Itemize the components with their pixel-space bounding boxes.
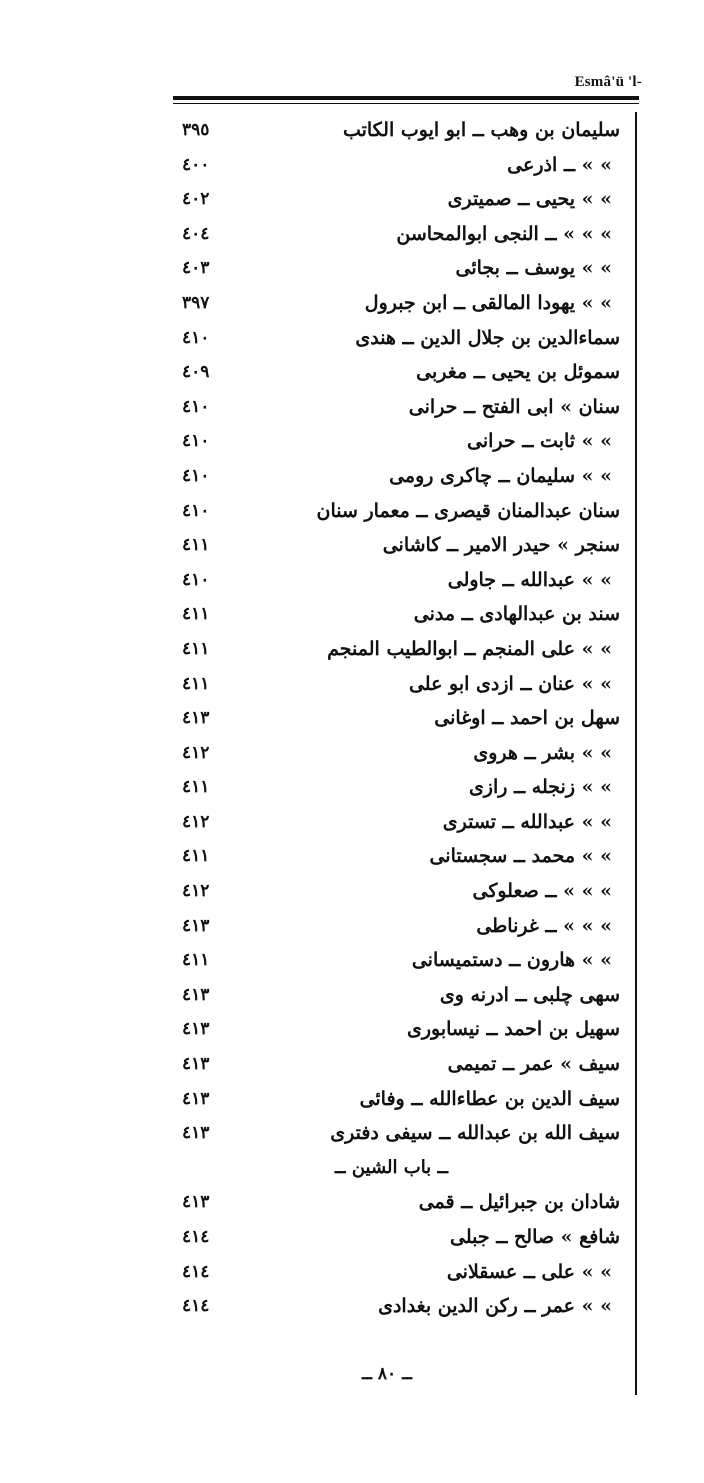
- index-entry: [0, 1221, 704, 1256]
- entry-name: شادان بن جبرائيل ــ قمى: [418, 1191, 620, 1214]
- index-entry: [0, 633, 704, 668]
- entry-page-number: ٤١٢: [182, 742, 210, 763]
- entry-page-number: ٤١٠: [182, 431, 210, 452]
- entry-name: شافع » صالح ــ جبلى: [450, 1226, 620, 1248]
- entry-page-number: ٤١١: [182, 535, 210, 556]
- index-entry: [0, 598, 704, 633]
- index-entry: [0, 183, 704, 218]
- entry-page-number: ٤١٣: [182, 708, 210, 729]
- entry-page-number: ٤١١: [182, 950, 210, 971]
- entry-page-number: ٤١٣: [182, 1192, 210, 1213]
- index-entry: [0, 1013, 704, 1048]
- entry-name: سهل بن احمد ــ اوغانى: [434, 707, 620, 730]
- entry-page-number: ٤١٤: [182, 1296, 210, 1317]
- index-entry: [0, 322, 704, 357]
- header-rule-thin: [173, 103, 639, 104]
- entry-page-number: ٤١٢: [182, 811, 210, 832]
- entry-page-number: ٤١١: [182, 777, 210, 798]
- entry-name: سموئل بن يحيى ــ مغربى: [416, 361, 620, 384]
- index-entry: [0, 1290, 704, 1325]
- entry-name: سماءالدين بن جلال الدين ــ هندى: [355, 326, 620, 349]
- index-entry: [0, 252, 704, 287]
- entry-page-number: ٤١٠: [182, 465, 210, 486]
- entry-page-number: ٤٠٠: [182, 154, 210, 175]
- entry-name: » » يهودا المالقى ــ ابن جبرول: [364, 291, 612, 314]
- running-head: Esmâ'ü 'l-: [574, 74, 642, 90]
- index-entry: [0, 356, 704, 391]
- page-folio: ــ ٨٠ ــ: [362, 1364, 413, 1384]
- entry-name: سيف » عمر ــ تميمى: [447, 1053, 620, 1076]
- entry-page-number: ٤١٣: [182, 1019, 210, 1040]
- entry-name: » » هارون ــ دستميسانى: [411, 949, 612, 972]
- index-entry: [0, 149, 704, 184]
- entry-page-number: ٤٠٣: [182, 258, 210, 279]
- entry-page-number: ٣٩٥: [182, 120, 210, 140]
- index-entry: [0, 806, 704, 841]
- entry-name: » » يوسف ــ بجائى: [455, 257, 612, 280]
- index-entry: [0, 1048, 704, 1083]
- entry-name: سليمان بن وهب ــ ابو ايوب الكاتب: [342, 119, 620, 141]
- index-entry: [0, 1117, 704, 1152]
- entry-name: » » » ــ النجى ابوالمحاسن: [396, 222, 612, 245]
- section-heading: ــ باب الشين ــ: [335, 1156, 449, 1178]
- entry-name: » » على ــ عسقلانى: [446, 1260, 612, 1283]
- entry-name: » » زنجله ــ رازى: [468, 776, 612, 799]
- entry-name: » » ــ اذرعى: [507, 153, 612, 176]
- entry-page-number: ٤١٠: [182, 327, 210, 348]
- index-entry: [0, 425, 704, 460]
- entry-name: » » ثابت ــ حرانى: [467, 430, 612, 453]
- entry-name: سند بن عبدالهادى ــ مدنى: [413, 603, 620, 626]
- entry-name: » » بشر ــ هروى: [473, 741, 612, 764]
- entry-page-number: ٤١٣: [182, 1054, 210, 1075]
- entry-name: » » عنان ــ ازدى ابو على: [408, 672, 612, 695]
- entry-name: » » عبدالله ــ تسترى: [442, 810, 612, 833]
- index-entries: [0, 114, 704, 1325]
- index-entry: [0, 495, 704, 530]
- index-entry: [0, 1186, 704, 1221]
- entry-page-number: ٤١١: [182, 638, 210, 659]
- entry-name: سهيل بن احمد ــ نيسابورى: [406, 1018, 620, 1041]
- entry-name: » » عبدالله ــ جاولى: [447, 568, 612, 591]
- entry-page-number: ٤١٣: [182, 984, 210, 1005]
- index-entry: [0, 910, 704, 945]
- index-entry: [0, 771, 704, 806]
- index-entry: [0, 287, 704, 322]
- entry-name: » » على المنجم ــ ابوالطيب المنجم: [327, 637, 612, 660]
- entry-page-number: ٤١٠: [182, 569, 210, 590]
- entry-name: سهى چلبى ــ ادرنه وى: [439, 983, 620, 1006]
- index-entry: [0, 1256, 704, 1291]
- entry-page-number: ٤١٣: [182, 1123, 210, 1144]
- index-entry: [0, 702, 704, 737]
- index-entry: [0, 668, 704, 703]
- header-rule-thick: [173, 96, 639, 100]
- index-entry: [0, 875, 704, 910]
- entry-name: » » محمد ــ سجستانى: [429, 845, 612, 868]
- index-entry: [0, 979, 704, 1014]
- entry-name: سنان » ابى الفتح ــ حرانى: [408, 395, 620, 418]
- entry-page-number: ٤١٢: [182, 881, 210, 902]
- entry-name: » » يحيى ــ صميترى: [447, 188, 612, 211]
- index-entry: [0, 460, 704, 495]
- index-entry: [0, 529, 704, 564]
- section-heading-row: [0, 1152, 704, 1187]
- entry-page-number: ٤١٤: [182, 1227, 210, 1247]
- entry-page-number: ٤٠٤: [182, 223, 210, 244]
- entry-page-number: ٤٠٢: [182, 189, 210, 210]
- entry-name: سنجر » حيدر الامير ــ كاشانى: [382, 534, 620, 557]
- entry-name: » » سليمان ــ چاكرى رومى: [389, 464, 612, 487]
- entry-page-number: ٤١١: [182, 673, 210, 694]
- index-entry: [0, 737, 704, 772]
- entry-page-number: ٤١٠: [182, 500, 210, 521]
- entry-name: » » » ــ غرناطى: [476, 914, 612, 937]
- index-entry: [0, 218, 704, 253]
- index-entry: [0, 114, 704, 149]
- entry-page-number: ٣٩٧: [182, 292, 210, 313]
- entry-page-number: ٤١٣: [182, 915, 210, 936]
- index-entry: [0, 840, 704, 875]
- entry-page-number: ٤١٤: [182, 1261, 210, 1282]
- entry-page-number: ٤١٠: [182, 396, 210, 417]
- entry-page-number: ٤٠٩: [182, 362, 210, 383]
- entry-name: » » عمر ــ ركن الدين بغدادى: [378, 1295, 612, 1318]
- index-entry: [0, 564, 704, 599]
- entry-name: » » » ــ صعلوكى: [472, 880, 612, 903]
- entry-page-number: ٤١١: [182, 846, 210, 867]
- index-entry: [0, 391, 704, 426]
- index-entry: [0, 944, 704, 979]
- entry-name: سنان عبدالمنان قيصرى ــ معمار سنان: [316, 499, 620, 522]
- entry-name: سيف الدين بن عطاءالله ــ وفائى: [359, 1087, 620, 1110]
- entry-page-number: ٤١٣: [182, 1088, 210, 1109]
- index-entry: [0, 1083, 704, 1118]
- entry-name: سيف الله بن عبدالله ــ سيفى دفترى: [330, 1122, 620, 1145]
- entry-page-number: ٤١١: [182, 604, 210, 625]
